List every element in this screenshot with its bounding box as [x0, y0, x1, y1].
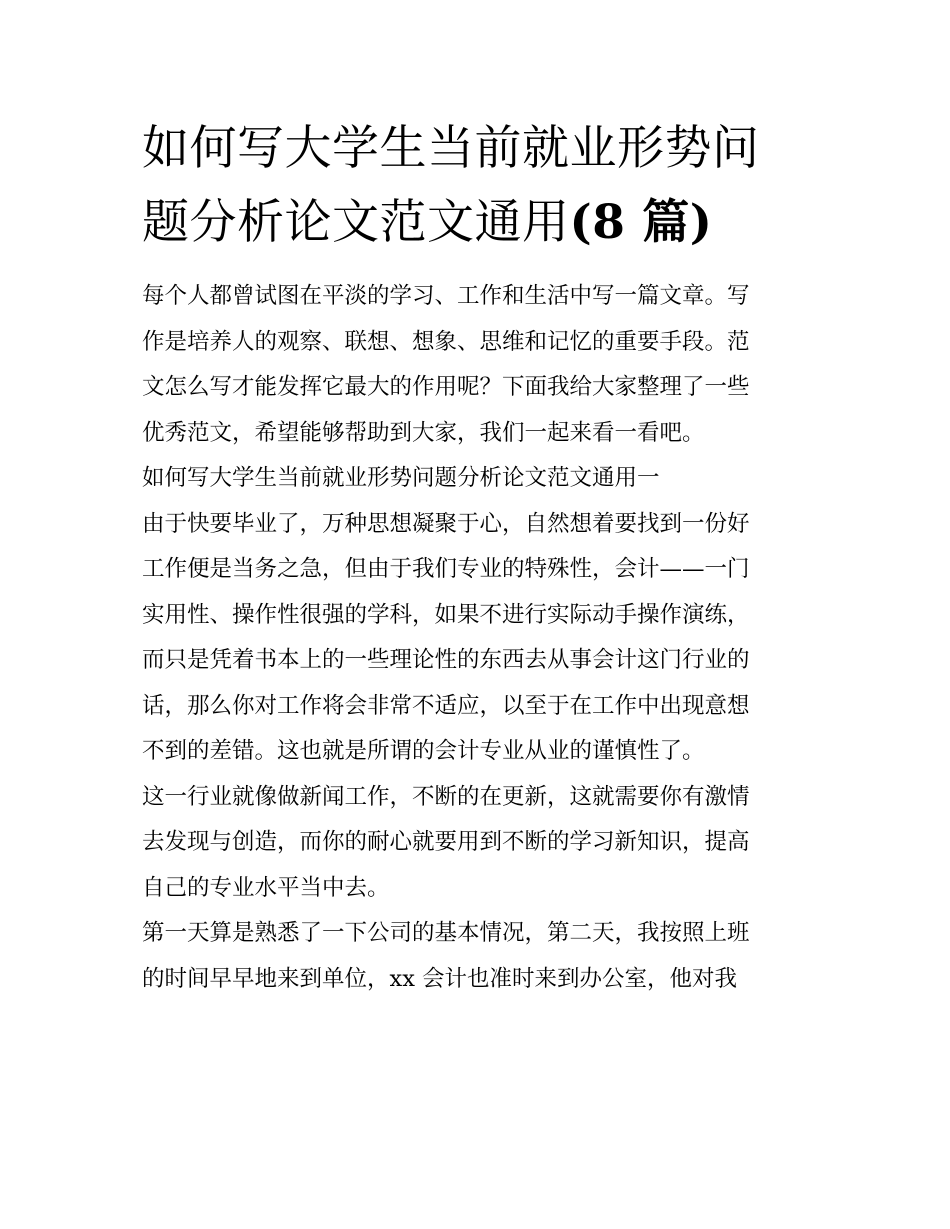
title-count: (8 篇): [569, 195, 713, 250]
text-line: 话，那么你对工作将会非常不适应，以至于在工作中出现意想: [142, 692, 750, 719]
document-body: [142, 112, 814, 1002]
text-line: 这一行业就像做新闻工作，不断的在更新，这就需要你有激情: [142, 783, 750, 810]
text-line: 实用性、操作性很强的学科，如果不进行实际动手操作演练，: [142, 601, 750, 628]
text-line: 文怎么写才能发挥它最大的作用呢？下面我给大家整理了一些: [142, 374, 750, 400]
title-line: 如何写大学生当前就业形势问: [142, 121, 760, 176]
text-line: 不到的差错。这也就是所谓的会计专业从业的谨慎性了。: [142, 738, 705, 764]
text-line: 每个人都曾试图在平淡的学习、工作和生活中写一篇文章。写: [142, 283, 750, 309]
text-line: 自己的专业水平当中去。: [142, 874, 390, 901]
body-paragraph: [142, 502, 814, 775]
text-line: 去发现与创造，而你的耐心就要用到不断的学习新知识，提高: [142, 829, 750, 855]
intro-paragraph: [142, 274, 814, 456]
text-line: 工作便是当务之急，但由于我们专业的特殊性，会计——一门: [142, 556, 750, 582]
body-paragraph: [142, 911, 814, 1002]
title-line: 题分析论文范文通用(8 篇): [142, 195, 713, 250]
body-paragraph: [142, 775, 814, 912]
text-line: 而只是凭着书本上的一些理论性的东西去从事会计这门行业的: [142, 647, 750, 673]
document-title: [142, 112, 814, 260]
section-heading: [142, 456, 814, 502]
text-line: 的时间早早地来到单位，xx 会计也准时来到办公室，他对我: [142, 965, 738, 992]
text-line: 优秀范文，希望能够帮助到大家，我们一起来看一看吧。: [142, 419, 705, 446]
text-line: 作是培养人的观察、联想、想象、思维和记忆的重要手段。范: [142, 328, 750, 355]
text-line: 第一天算是熟悉了一下公司的基本情况，第二天，我按照上班: [142, 920, 750, 946]
text-line: 由于快要毕业了，万种思想凝聚于心，自然想着要找到一份好: [142, 510, 750, 537]
text-line: 如何写大学生当前就业形势问题分析论文范文通用一: [142, 465, 660, 491]
